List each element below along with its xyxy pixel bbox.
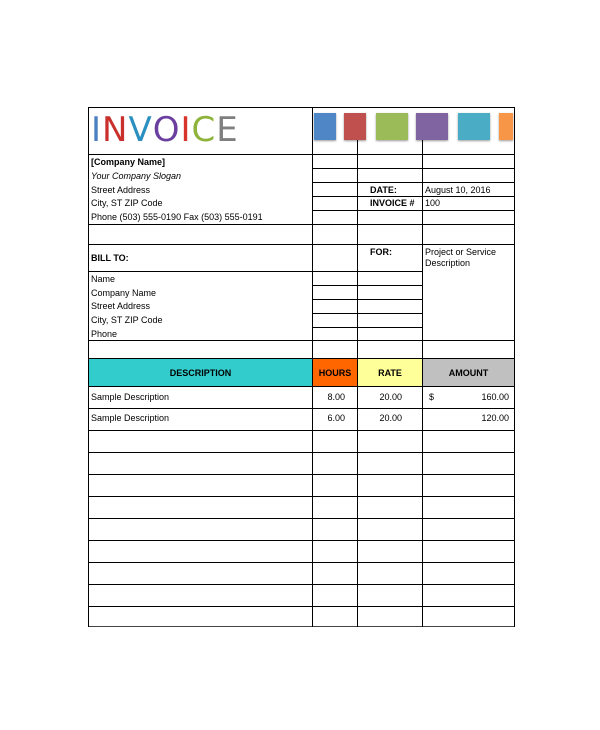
row-currency: $ xyxy=(429,392,435,402)
row-amount: 160.00 xyxy=(481,392,509,402)
company-street: Street Address xyxy=(91,185,151,195)
invoice-number-value: 100 xyxy=(425,198,441,208)
header-description: DESCRIPTION xyxy=(89,359,312,386)
row-hours: 8.00 xyxy=(327,392,345,402)
row-rate: 20.00 xyxy=(379,392,402,402)
header-hours: HOURS xyxy=(313,359,357,386)
title-letter: N xyxy=(102,110,129,150)
color-swatch-red xyxy=(344,113,366,140)
bill-to-phone: Phone xyxy=(91,329,118,339)
bill-to-name: Name xyxy=(91,274,116,284)
color-swatch-blue xyxy=(314,113,336,140)
company-name: [Company Name] xyxy=(91,157,166,167)
invoice-title xyxy=(91,110,239,150)
date-value: August 10, 2016 xyxy=(425,185,491,195)
invoice-number-label: INVOICE # xyxy=(370,198,415,208)
bill-to-label: BILL TO: xyxy=(91,253,129,263)
title-letter: I xyxy=(180,110,192,150)
bill-to-company: Company Name xyxy=(91,288,157,298)
for-value: Project or Service Description xyxy=(425,247,497,268)
company-phone-fax: Phone (503) 555-0190 Fax (503) 555-0191 xyxy=(91,212,263,222)
date-label: DATE: xyxy=(370,185,397,195)
title-letter: C xyxy=(191,110,217,150)
header-amount: AMOUNT xyxy=(423,359,514,386)
row-description: Sample Description xyxy=(91,413,170,423)
title-letter: E xyxy=(216,110,239,150)
title-letter: O xyxy=(152,110,181,150)
color-swatch-orange xyxy=(499,113,513,140)
row-hours: 6.00 xyxy=(327,413,345,423)
color-swatch-teal xyxy=(458,113,490,140)
header-rate: RATE xyxy=(358,359,422,386)
color-swatch-purple xyxy=(416,113,448,140)
title-letter: I xyxy=(91,110,103,150)
bill-to-city: City, ST ZIP Code xyxy=(91,315,163,325)
row-rate: 20.00 xyxy=(379,413,402,423)
row-amount: 120.00 xyxy=(481,413,509,423)
row-description: Sample Description xyxy=(91,392,170,402)
title-letter: V xyxy=(128,110,153,150)
company-slogan: Your Company Slogan xyxy=(91,171,182,181)
company-city: City, ST ZIP Code xyxy=(91,198,163,208)
for-label: FOR: xyxy=(370,247,392,257)
bill-to-street: Street Address xyxy=(91,301,151,311)
color-swatch-green xyxy=(376,113,408,140)
